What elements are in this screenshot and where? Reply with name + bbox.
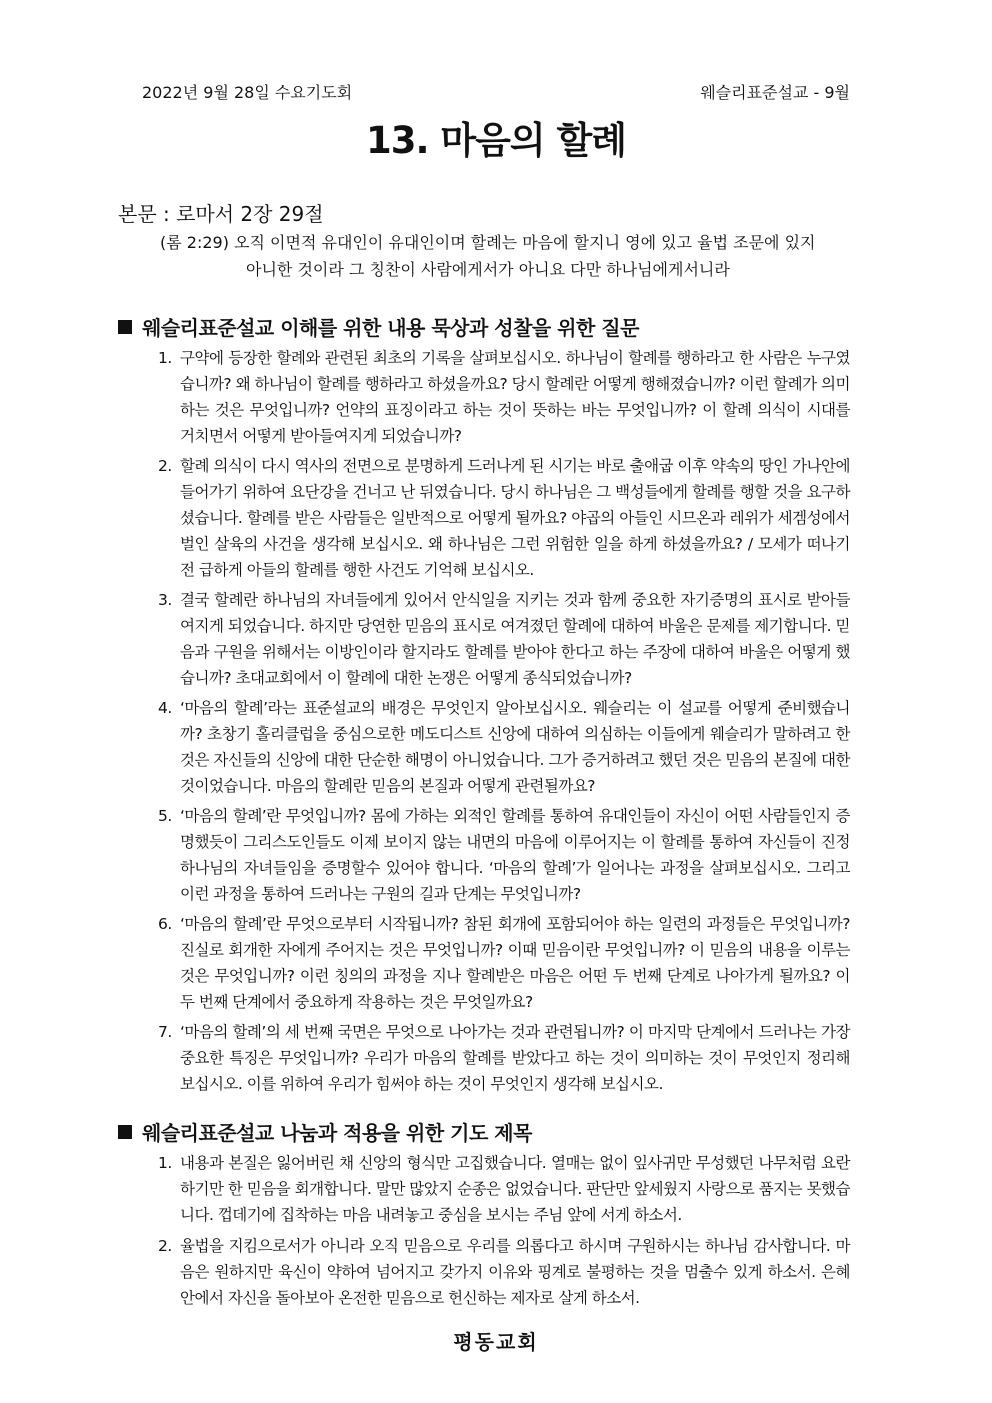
- worship-date: 2022년 9월 28일 수요기도회: [142, 83, 353, 102]
- list-item: [158, 1150, 850, 1228]
- item-number: 1.: [158, 349, 172, 367]
- square-bullet-icon: [118, 1125, 132, 1139]
- prayer-list: [158, 1150, 850, 1316]
- list-item: [158, 803, 850, 907]
- list-item: [158, 345, 850, 449]
- item-text: ‘마음의 할례’의 세 번째 국면은 무엇으로 나아가는 것과 관련됩니까? 이 마지막 단계에서 드러나는 가장 중요한 특징은 무엇입니까? 우리가 마음의 할례를 받았다고 하는 것이 의미하는 것이 무엇인지 정리해 보십시오. 이를 위하여 우리가 힘써야 하는 것이 무엇인지 생각해 보십시오.: [180, 1023, 850, 1093]
- section-heading-questions: [118, 312, 639, 341]
- church-name: 평동교회: [453, 1330, 539, 1354]
- list-item: [158, 1019, 850, 1097]
- list-item: [158, 695, 850, 799]
- item-text: 내용과 본질은 잃어버린 채 신앙의 형식만 고집했습니다. 열매는 없이 잎사귀만 무성했던 나무처럼 요란하기만 한 믿음을 회개합니다. 말만 많았지 순종은 없었습니다. 판단만 앞세웠지 사랑으로 품지는 못했습니다. 껍데기에 집착하는 마음 내려놓고 중심을 보시는 주님 앞에 서게 하소서.: [180, 1154, 850, 1224]
- item-number: 5.: [158, 807, 172, 825]
- item-number: 3.: [158, 591, 172, 609]
- item-text: ‘마음의 할례’란 무엇으로부터 시작됩니까? 참된 회개에 포함되어야 하는 일련의 과정들은 무엇입니까? 진실로 회개한 자에게 주어지는 것은 무엇입니까? 이때 믿음이란 무엇입니까? 이 믿음의 내용을 이루는 것은 무엇입니까? 이런 칭의의 과정을 지나 할례받은 마음은 어떤 두 번째 단계로 나아가게 될까요? 이 두 번째 단계에서 중요하게 작용하는 것은 무엇일까요?: [180, 915, 850, 1011]
- scripture-line-1: (롬 2:29) 오직 이면적 유대인이 유대인이며 할례는 마음에 할지니 영에 있고 율법 조문에 있지: [160, 233, 816, 252]
- item-number: 2.: [158, 457, 172, 475]
- item-number: 2.: [158, 1237, 172, 1255]
- scripture-line-2: 아니한 것이라 그 칭찬이 사람에게서가 아니요 다만 하나님에게서니라: [246, 260, 730, 279]
- item-text: 할례 의식이 다시 역사의 전면으로 분명하게 드러나게 된 시기는 바로 출애굽 이후 약속의 땅인 가나안에 들어가기 위하여 요단강을 건너고 난 뒤였습니다. 당시 하나님은 그 백성들에게 할례를 행할 것을 요구하셨습니다. 할례를 받은 사람들은 일반적으로 어떻게 될까요? 야곱의 아들인 시므온과 레위가 세겜성에서 벌인 살육의 사건을 생각해 보십시오. 왜 하나님은 그런 위험한 일을 하게 하셨을까요? / 모세가 떠나기 전 급하게 아들의 할례를 행한 사건도 기억해 보십시오.: [180, 457, 850, 579]
- item-text: 구약에 등장한 할례와 관련된 최초의 기록을 살펴보십시오. 하나님이 할례를 행하라고 한 사람은 누구였습니까? 왜 하나님이 할례를 행하라고 하셨을까요? 당시 할례란 어떻게 행해졌습니까? 이런 할례가 의미하는 것은 무엇입니까? 언약의 표징이라고 하는 것이 뜻하는 바는 무엇입니까? 이 할례 의식이 시대를 거치면서 어떻게 받아들여지게 되었습니까?: [180, 349, 850, 445]
- item-number: 1.: [158, 1154, 172, 1172]
- question-list: [158, 345, 850, 1101]
- item-text: 결국 할례란 하나님의 자녀들에게 있어서 안식일을 지키는 것과 함께 중요한 자기증명의 표시로 받아들여지게 되었습니다. 하지만 당연한 믿음의 표시로 여겨졌던 할례에 대하여 바울은 문제를 제기합니다. 믿음과 구원을 위해서는 이방인이라 할지라도 할례를 받아야 한다고 하는 주장에 대하여 바울은 어떻게 했습니까? 초대교회에서 이 할례에 대한 논쟁은 어떻게 종식되었습니까?: [180, 591, 850, 687]
- scripture-reference: 본문 : 로마서 2장 29절: [118, 202, 324, 226]
- square-bullet-icon: [118, 320, 132, 334]
- item-text: ‘마음의 할례’란 무엇입니까? 몸에 가하는 외적인 할례를 통하여 유대인들이 자신이 어떤 사람들인지 증명했듯이 그리스도인들도 이제 보이지 않는 내면의 마음에 이루어지는 이 할례를 통하여 자신들이 진정 하나님의 자녀들임을 증명할수 있어야 합니다. ‘마음의 할례’가 일어나는 과정을 살펴보십시오. 그리고 이런 과정을 통하여 드러나는 구원의 길과 단계는 무엇입니까?: [180, 807, 850, 903]
- scripture-text: [160, 229, 860, 283]
- series-label: 웨슬리표준설교 - 9월: [700, 83, 850, 102]
- section-heading-text: 웨슬리표준설교 나눔과 적용을 위한 기도 제목: [142, 1121, 532, 1145]
- item-number: 6.: [158, 915, 172, 933]
- sermon-title: 13. 마음의 할례: [365, 119, 627, 162]
- list-item: [158, 453, 850, 583]
- section-heading-text: 웨슬리표준설교 이해를 위한 내용 묵상과 성찰을 위한 질문: [142, 316, 639, 340]
- list-item: [158, 911, 850, 1015]
- item-text: ‘마음의 할례’라는 표준설교의 배경은 무엇인지 알아보십시오. 웨슬리는 이 설교를 어떻게 준비했습니까? 초창기 홀리클럽을 중심으로한 메도디스트 신앙에 대하여 의심하는 이들에게 웨슬리가 말하려고 한 것은 자신들의 신앙에 대한 단순한 해명이 아니었습니다. 그가 증거하려고 했던 것은 믿음의 본질에 대한 것이었습니다. 마음의 할례란 믿음의 본질과 어떻게 관련될까요?: [180, 699, 850, 795]
- list-item: [158, 1233, 850, 1311]
- item-number: 4.: [158, 699, 172, 717]
- item-text: 율법을 지킴으로서가 아니라 오직 믿음으로 우리를 의롭다고 하시며 구원하시는 하나님 감사합니다. 마음은 원하지만 육신이 약하여 넘어지고 갖가지 이유와 핑계로 불평하는 것을 멈출수 있게 하소서. 은혜 안에서 자신을 돌아보아 온전한 믿음으로 헌신하는 제자로 살게 하소서.: [180, 1237, 850, 1307]
- item-number: 7.: [158, 1023, 172, 1041]
- list-item: [158, 587, 850, 691]
- section-heading-prayer: [118, 1117, 532, 1146]
